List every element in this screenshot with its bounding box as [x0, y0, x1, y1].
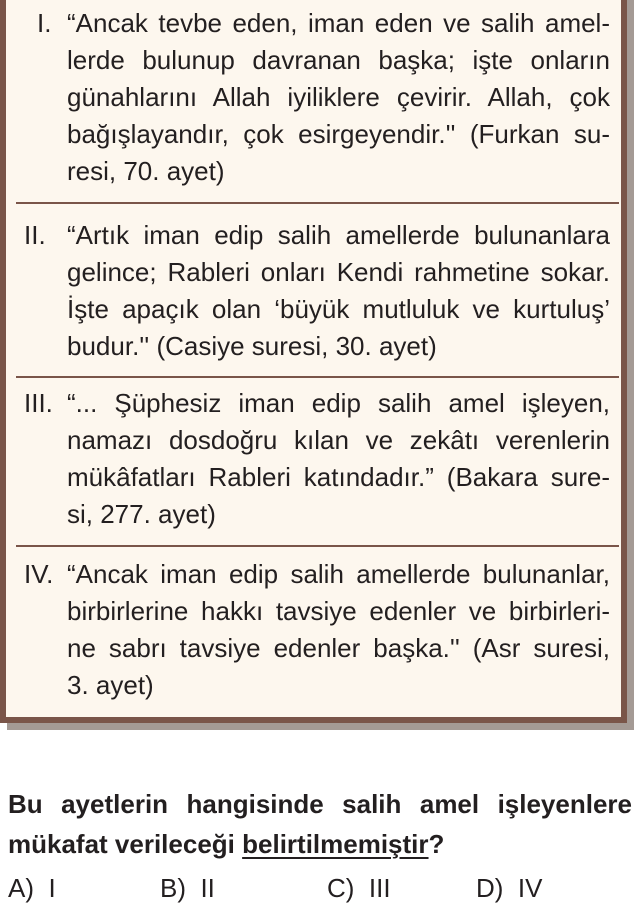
option-b-value: II [200, 873, 215, 903]
question-emphasis: belirtilmemiştir [242, 829, 429, 859]
option-b-label: B) [160, 873, 186, 903]
option-c[interactable] [327, 868, 391, 908]
verse-line: bağışlayandır, çok esirgeyendir.'' (Furkan su- [67, 119, 610, 149]
option-c-label: C) [327, 873, 355, 903]
divider [16, 202, 619, 204]
option-d[interactable] [476, 868, 542, 908]
option-a-value: I [48, 873, 56, 903]
verse-line: İşte apaçık olan ‘büyük mutluluk ve kurtuluş’ [67, 294, 610, 324]
question-line-2-start: mükafat verileceği [8, 829, 243, 859]
option-a-label: A) [8, 873, 34, 903]
verse-line: mükâfatları Rableri katındadır.” (Bakara sure- [67, 462, 610, 492]
verse-line: günahlarını Allah iyiliklere çevirir. Allah, çok [67, 82, 610, 112]
verse-line: si, 277. ayet) [67, 499, 216, 529]
verse-line: “... Şüphesiz iman edip salih amel işleyen, [67, 388, 610, 418]
verse-numeral: IV. [24, 559, 54, 589]
verse-line: “Artık iman edip salih amellerde bulunanlara [67, 220, 610, 250]
question-line-2-end: ? [428, 829, 445, 859]
verse-line: budur.'' (Casiye suresi, 30. ayet) [67, 331, 437, 361]
question-line-2 [8, 824, 632, 864]
verse-line: namazı dosdoğru kılan ve zekâtı verenlerin [67, 425, 610, 455]
verse-line: “Ancak tevbe eden, iman eden ve salih amel- [67, 8, 610, 38]
option-d-value: IV [517, 873, 543, 903]
question-text [8, 784, 632, 864]
option-a[interactable] [8, 868, 56, 908]
verse-line: ne sabrı tavsiye edenler başka.'' (Asr suresi, [67, 633, 610, 663]
verse-line: birbirlerine hakkı tavsiye edenler ve birbirleri- [67, 596, 610, 626]
answer-options [0, 868, 640, 908]
verse-line: lerde bulunup davranan başka; işte onların [67, 45, 610, 75]
verse-line: “Ancak iman edip salih amellerde bulunanlar, [67, 559, 610, 589]
option-c-value: III [368, 873, 391, 903]
question-line-1: Bu ayetlerin hangisinde salih amel işleyenlere [8, 789, 632, 819]
verse-numeral: II. [24, 220, 46, 250]
verse-numeral: III. [24, 388, 53, 418]
option-b[interactable] [160, 868, 215, 908]
verse-line: gelince; Rableri onları Kendi rahmetine sokar. [67, 257, 610, 287]
divider [16, 545, 619, 547]
divider [16, 376, 619, 378]
verse-line: 3. ayet) [67, 670, 154, 700]
option-d-label: D) [476, 873, 504, 903]
verse-line: resi, 70. ayet) [67, 156, 225, 186]
verse-numeral: I. [37, 8, 52, 38]
